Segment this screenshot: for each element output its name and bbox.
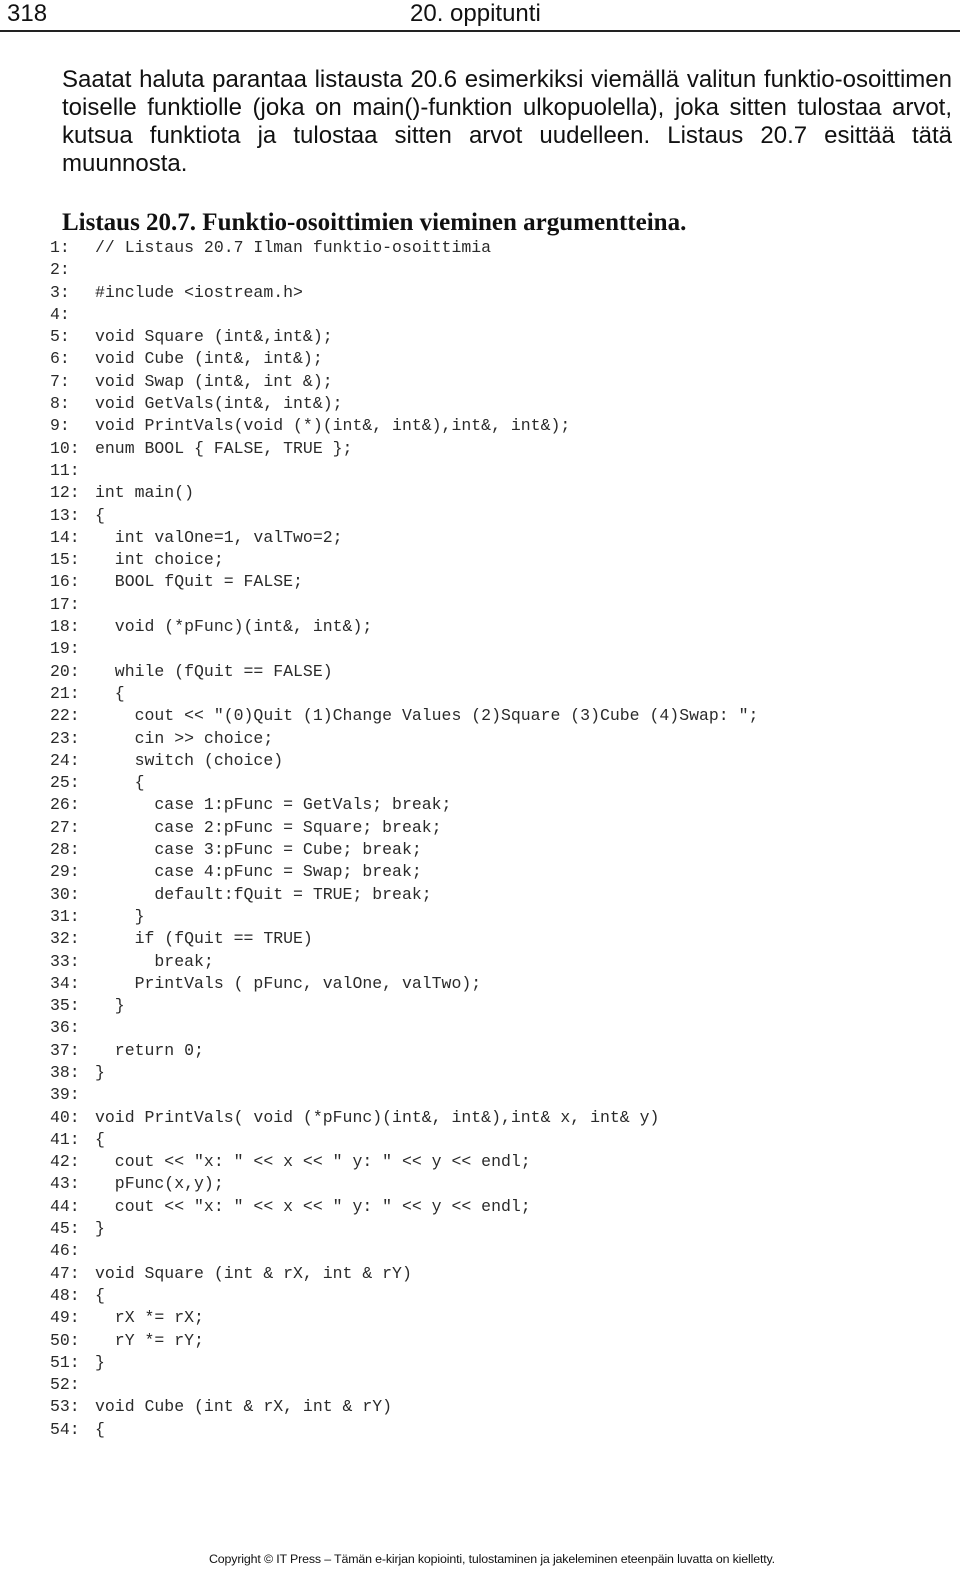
line-number: 4: (50, 304, 70, 324)
code-text: cout << "x: " << x << " y: " << y << endl; (95, 1196, 531, 1216)
line-number: 42: (50, 1152, 80, 1172)
line-number: 34: (50, 973, 80, 993)
code-text: case 4:pFunc = Swap; break; (95, 862, 422, 882)
code-text: { (95, 683, 125, 703)
code-text: cout << "(0)Quit (1)Change Values (2)Square (3)Cube (4)Swap: "; (95, 706, 759, 726)
code-text: if (fQuit == TRUE) (95, 929, 313, 949)
line-number: 35: (50, 996, 80, 1016)
line-number: 22: (50, 706, 80, 726)
code-text: { (95, 1419, 105, 1439)
line-number: 37: (50, 1040, 80, 1060)
line-number: 46: (50, 1241, 80, 1261)
code-text: void GetVals(int&, int&); (95, 394, 343, 414)
line-number: 5: (50, 327, 70, 347)
code-text: default:fQuit = TRUE; break; (95, 884, 432, 904)
code-text: void PrintVals(void (*)(int&, int&),int&, int&); (95, 416, 571, 436)
line-number: 13: (50, 505, 80, 525)
line-number: 6: (50, 349, 70, 369)
line-number: 48: (50, 1285, 80, 1305)
line-number: 19: (50, 639, 80, 659)
code-text: } (95, 1062, 105, 1082)
line-number: 40: (50, 1107, 80, 1127)
code-text: void Square (int & rX, int & rY) (95, 1263, 412, 1283)
copyright-footer: Copyright © IT Press – Tämän e-kirjan kopiointi, tulostaminen ja jakeleminen eteenpäin luvatta on kielletty. (209, 1552, 775, 1566)
code-text: #include <iostream.h> (95, 282, 303, 302)
page-number: 318 (7, 0, 48, 27)
line-number: 17: (50, 594, 80, 614)
line-number: 53: (50, 1397, 80, 1417)
code-text: cin >> choice; (95, 728, 274, 748)
line-number: 47: (50, 1263, 80, 1283)
line-number: 33: (50, 951, 80, 971)
line-number: 41: (50, 1129, 80, 1149)
code-text: { (95, 1285, 105, 1305)
code-text: rX *= rX; (95, 1308, 204, 1328)
code-text: pFunc(x,y); (95, 1174, 224, 1194)
code-text: // Listaus 20.7 Ilman funktio-osoittimia (95, 238, 492, 257)
line-number: 20: (50, 661, 80, 681)
code-text: PrintVals ( pFunc, valOne, valTwo); (95, 973, 482, 993)
line-number: 10: (50, 438, 80, 458)
code-text: case 1:pFunc = GetVals; break; (95, 795, 452, 815)
line-number: 39: (50, 1085, 80, 1105)
line-number: 45: (50, 1219, 80, 1239)
line-number: 30: (50, 884, 80, 904)
code-text: case 3:pFunc = Cube; break; (95, 840, 422, 860)
line-number: 14: (50, 527, 80, 547)
code-text: cout << "x: " << x << " y: " << y << endl; (95, 1152, 531, 1172)
line-number: 26: (50, 795, 80, 815)
code-text: } (95, 996, 125, 1016)
line-number: 15: (50, 550, 80, 570)
code-text: } (95, 1352, 105, 1372)
line-number: 29: (50, 862, 80, 882)
line-number: 32: (50, 929, 80, 949)
code-text: while (fQuit == FALSE) (95, 661, 333, 681)
code-text: enum BOOL { FALSE, TRUE }; (95, 438, 353, 458)
line-number: 1: (50, 238, 70, 257)
code-text: switch (choice) (95, 750, 284, 770)
line-number: 27: (50, 817, 80, 837)
line-number: 36: (50, 1018, 80, 1038)
code-text: case 2:pFunc = Square; break; (95, 817, 442, 837)
line-number: 38: (50, 1062, 80, 1082)
line-number: 12: (50, 483, 80, 503)
line-number: 52: (50, 1375, 80, 1395)
code-text: { (95, 1129, 105, 1149)
code-text: rY *= rY; (95, 1330, 204, 1350)
line-number: 49: (50, 1308, 80, 1328)
code-text: break; (95, 951, 214, 971)
line-number: 23: (50, 728, 80, 748)
line-number: 50: (50, 1330, 80, 1350)
code-text: { (95, 773, 145, 793)
listing-title: Listaus 20.7. Funktio-osoittimien vieminen argumentteina. (62, 209, 687, 236)
line-number: 21: (50, 683, 80, 703)
code-text: void Cube (int&, int&); (95, 349, 323, 369)
chapter-title: 20. oppitunti (410, 0, 541, 27)
code-text: int choice; (95, 550, 224, 570)
line-number: 25: (50, 773, 80, 793)
code-text: int main() (95, 483, 195, 503)
line-number: 51: (50, 1352, 80, 1372)
code-text: void (*pFunc)(int&, int&); (95, 617, 373, 637)
code-text: } (95, 906, 145, 926)
line-number: 18: (50, 617, 80, 637)
code-text: void PrintVals( void (*pFunc)(int&, int&),int& x, int& y) (95, 1107, 660, 1127)
line-number: 11: (50, 460, 80, 480)
code-text: } (95, 1219, 105, 1239)
line-number: 54: (50, 1419, 80, 1439)
line-number: 7: (50, 371, 70, 391)
line-number: 31: (50, 906, 80, 926)
code-text: { (95, 505, 105, 525)
code-text: BOOL fQuit = FALSE; (95, 572, 303, 592)
line-number: 44: (50, 1196, 80, 1216)
code-text: void Square (int&,int&); (95, 327, 333, 347)
code-text: return 0; (95, 1040, 204, 1060)
line-number: 28: (50, 840, 80, 860)
intro-paragraph: Saatat haluta parantaa listausta 20.6 esimerkiksi viemällä valitun funktio-osoittimen toiselle funktiolle (joka on main()-funktion ulkopuolella), joka sitten tulostaa arvot, kutsua funktiota ja tulostaa sitten arvot uudelleen. Listaus 20.7 esittää tätä muunnosta. (62, 66, 952, 177)
code-text: void Cube (int & rX, int & rY) (95, 1397, 393, 1417)
line-number: 24: (50, 750, 80, 770)
line-number: 3: (50, 282, 70, 302)
line-number: 43: (50, 1174, 80, 1194)
line-number: 2: (50, 260, 70, 280)
line-number: 9: (50, 416, 70, 436)
code-text: void Swap (int&, int &); (95, 371, 333, 391)
page-header (0, 0, 960, 32)
code-text: int valOne=1, valTwo=2; (95, 527, 343, 547)
line-number: 16: (50, 572, 80, 592)
line-number: 8: (50, 394, 70, 414)
